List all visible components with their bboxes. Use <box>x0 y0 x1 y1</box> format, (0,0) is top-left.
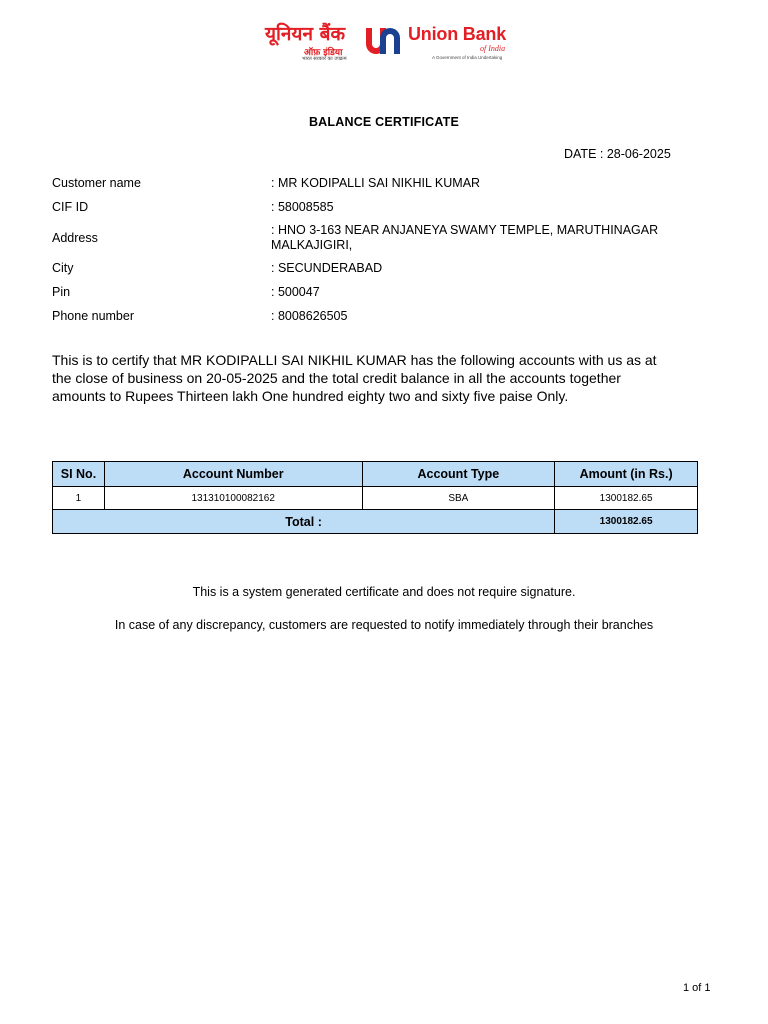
city-value: : SECUNDERABAD <box>271 261 383 275</box>
column-header-account-type: Account Type <box>362 462 555 487</box>
accounts-table <box>52 461 698 534</box>
table-row <box>53 487 698 510</box>
cell-amount: 1300182.65 <box>555 487 698 510</box>
pin-label: Pin <box>52 285 71 299</box>
customer-name-value: : MR KODIPALLI SAI NIKHIL KUMAR <box>271 176 481 190</box>
customer-name-label: Customer name <box>52 176 141 190</box>
total-row <box>53 510 698 534</box>
union-bank-logo <box>252 22 516 66</box>
column-header-si-no: SI No. <box>53 462 105 487</box>
page-indicator: 1 of 1 <box>683 982 711 994</box>
cif-id-value: : 58008585 <box>271 200 334 214</box>
address-label: Address <box>52 231 98 245</box>
city-label: City <box>52 261 74 275</box>
column-header-amount: Amount (in Rs.) <box>555 462 698 487</box>
logo-english-name: Union Bank <box>408 24 507 44</box>
phone-number-value: : 8008626505 <box>271 309 348 323</box>
logo-hindi-sub: ऑफ़ इंडिया <box>304 48 343 58</box>
union-bank-emblem-icon <box>362 24 404 58</box>
cell-account-type: SBA <box>362 487 555 510</box>
total-amount: 1300182.65 <box>555 510 698 534</box>
total-label: Total : <box>53 510 555 534</box>
certificate-text: This is to certify that MR KODIPALLI SAI NIKHIL KUMAR has the following accounts with us as at the close of business on 20-05-2025 and the total credit balance in all the accounts together amounts to Rupees Thirteen lakh One hundred eighty two and sixty five paise Only. <box>52 352 657 404</box>
phone-number-label: Phone number <box>52 309 135 323</box>
logo-english-sub: of India <box>480 44 506 53</box>
discrepancy-note: In case of any discrepancy, customers are requested to notify immediately through their branches <box>114 618 654 632</box>
certificate-date: DATE : 28-06-2025 <box>564 147 671 161</box>
logo-hindi-name: यूनियन बैंक <box>264 23 346 45</box>
cell-account-number: 131310100082162 <box>104 487 362 510</box>
cif-id-label: CIF ID <box>52 200 89 214</box>
pin-value: : 500047 <box>271 285 320 299</box>
column-header-account-number: Account Number <box>104 462 362 487</box>
address-value: : HNO 3-163 NEAR ANJANEYA SWAMY TEMPLE, MARUTHINAGAR MALKAJIGIRI, <box>271 223 659 252</box>
logo-hindi-tagline: भारत सरकार का उपक्रम <box>302 56 347 62</box>
table-header-row <box>53 462 698 487</box>
logo-english-tagline: A Government of India Undertaking <box>432 55 503 60</box>
cell-si-no: 1 <box>53 487 105 510</box>
system-generated-note: This is a system generated certificate and does not require signature. <box>192 585 576 599</box>
document-title: BALANCE CERTIFICATE <box>308 115 460 129</box>
